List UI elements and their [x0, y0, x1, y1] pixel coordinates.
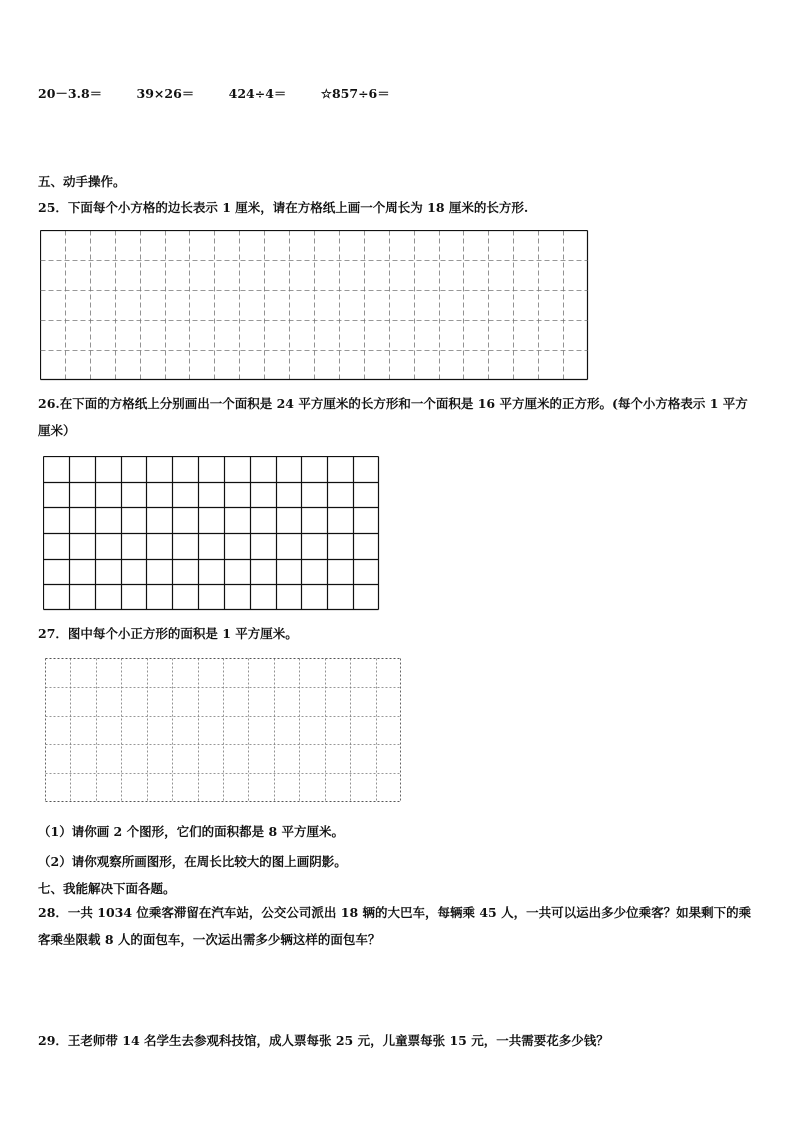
question-27-part-2: （2）请你观察所画图形，在周长比较大的图上画阴影。: [38, 854, 347, 869]
calc-item: ☆857÷6＝: [320, 86, 390, 101]
calculation-row: [38, 84, 420, 102]
question-27-part-1: （1）请你画 2 个图形，它们的面积都是 8 平方厘米。: [38, 824, 345, 839]
question-29: 29．王老师带 14 名学生去参观科技馆，成人票每张 25 元，儿童票每张 15 元，一共需要花多少钱？: [38, 1033, 609, 1048]
question-27: 27．图中每个小正方形的面积是 1 平方厘米。: [38, 626, 298, 641]
section-seven-title: 七、我能解决下面各题。: [38, 881, 176, 896]
grid-q27[interactable]: [45, 658, 403, 804]
question-26: 26.在下面的方格纸上分别画出一个面积是 24 平方厘米的长方形和一个面积是 16 平方厘米的正方形。(每个小方格表示 1 平方厘米）: [38, 396, 748, 438]
question-28: 28．一共 1034 位乘客滞留在汽车站，公交公司派出 18 辆的大巴车，每辆乘 45 人，一共可以运出多少位乘客？如果剩下的乘客乘坐限载 8 人的面包车，一次运出需多少辆这样的面包车？: [38, 905, 752, 947]
calc-item: 39×26＝: [136, 86, 195, 101]
calc-item: 20－3.8＝: [38, 86, 103, 101]
section-five-title: 五、动手操作。: [38, 174, 126, 189]
question-25: 25．下面每个小方格的边长表示 1 厘米，请在方格纸上画一个周长为 18 厘米的长方形.: [38, 200, 529, 215]
grid-q26[interactable]: [43, 456, 381, 612]
grid-q25[interactable]: [40, 230, 590, 382]
calc-item: 424÷4＝: [228, 86, 287, 101]
